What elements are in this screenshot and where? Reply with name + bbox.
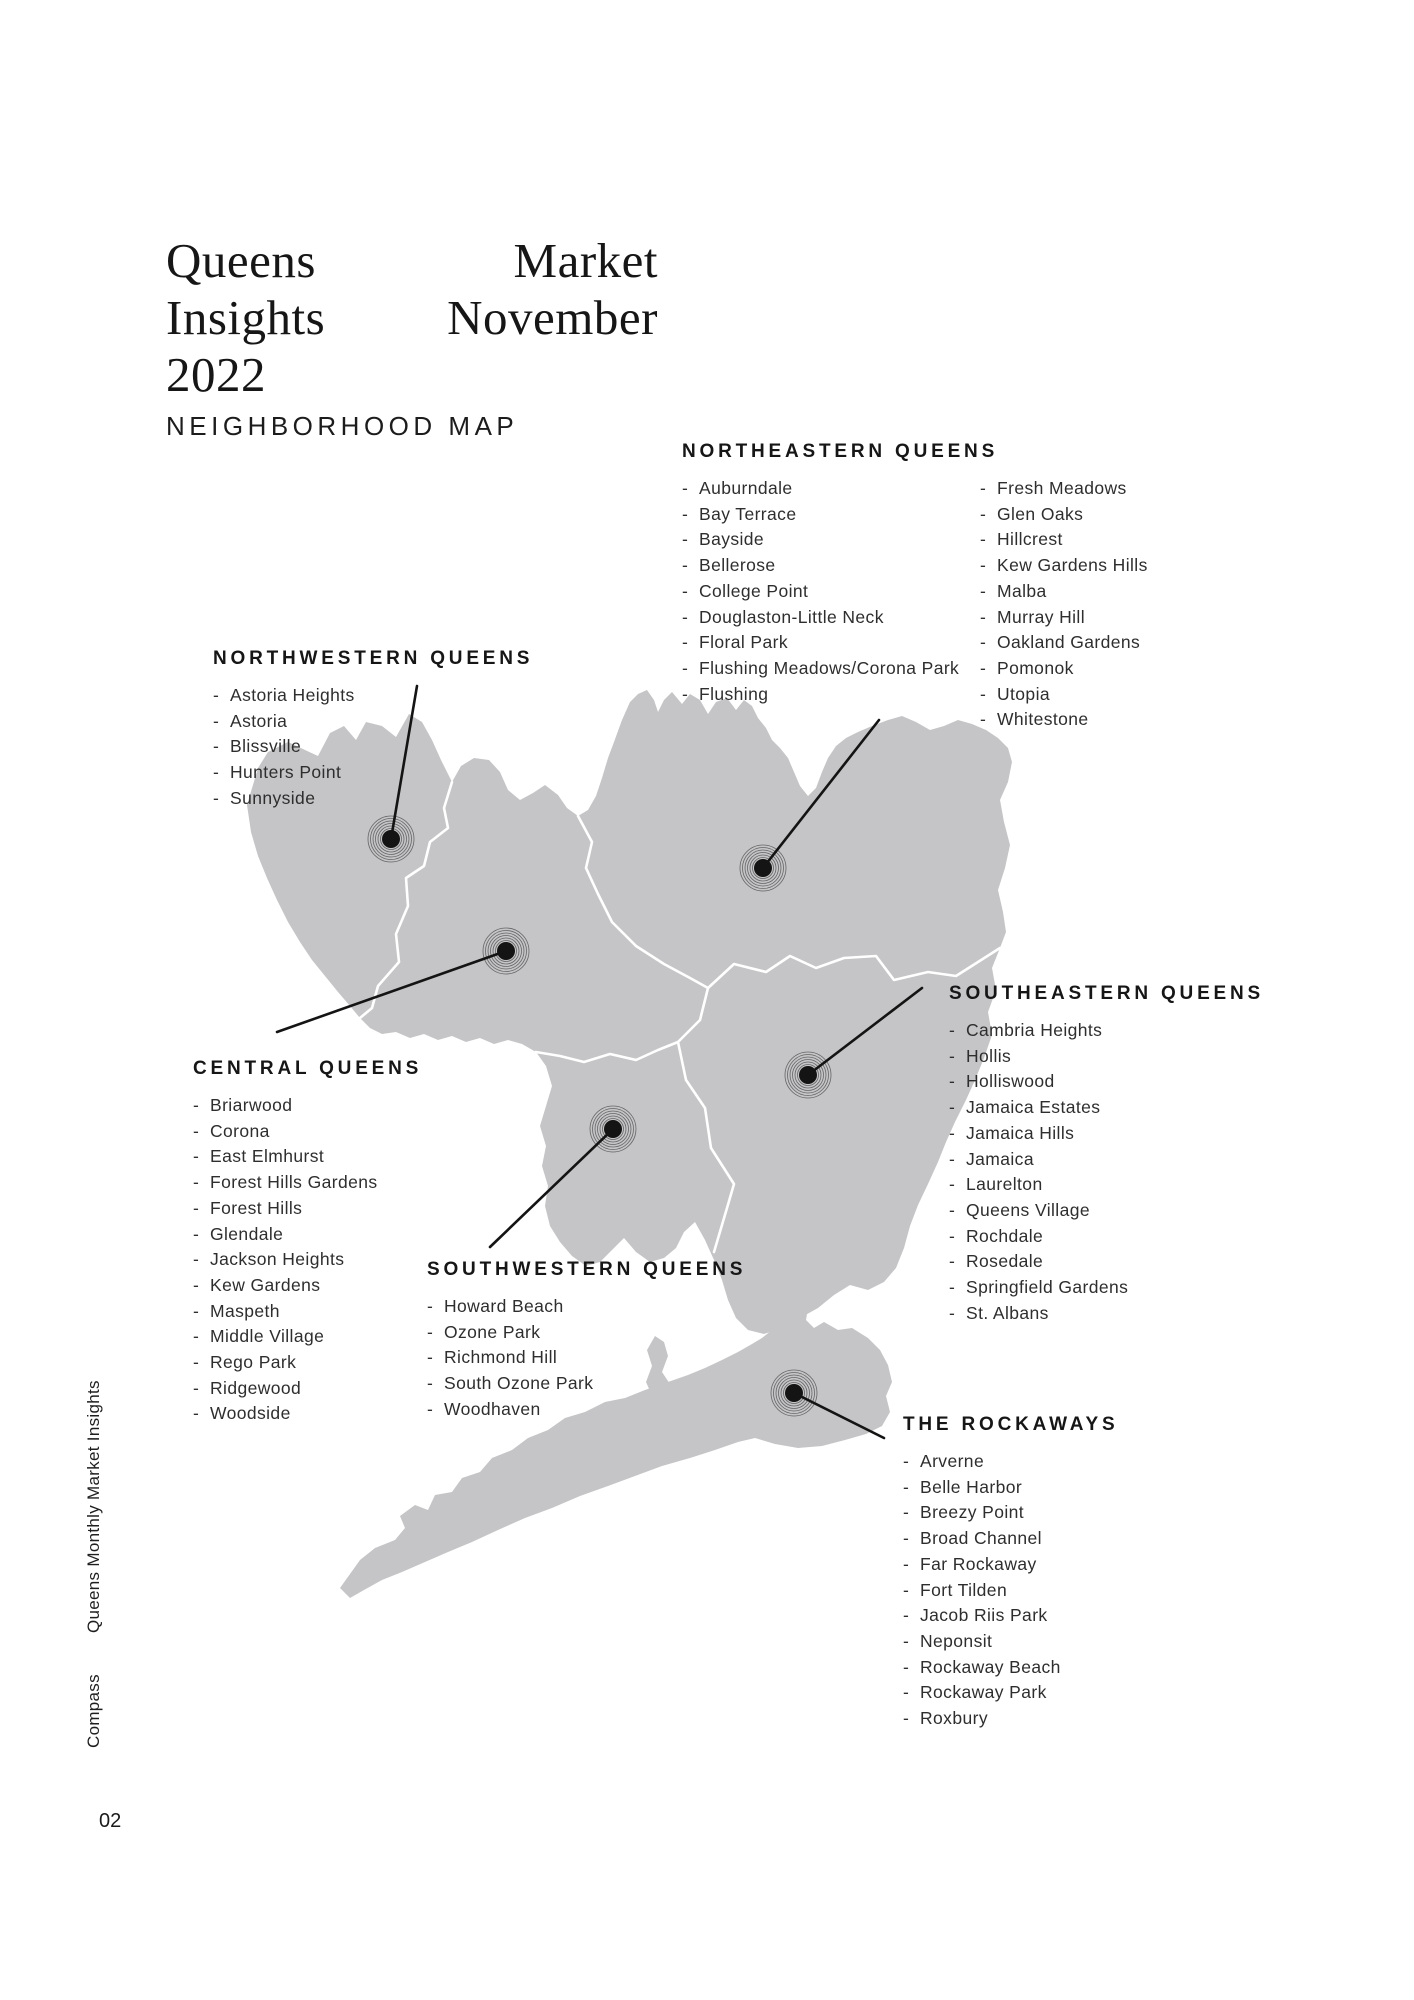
- item-dash: -: [903, 1528, 910, 1549]
- neighborhood-name: Arverne: [920, 1451, 985, 1471]
- neighborhood-item: [980, 682, 1148, 708]
- neighborhood-name: Rochdale: [966, 1225, 1044, 1246]
- item-dash: -: [949, 1251, 956, 1272]
- neighborhood-name: Floral Park: [699, 632, 789, 653]
- neighborhood-name: Forest Hills Gardens: [210, 1172, 378, 1193]
- neighborhood-item: [903, 1655, 1061, 1681]
- region-title: SOUTHEASTERN QUEENS: [949, 983, 1265, 1004]
- neighborhood-name: Kew Gardens: [210, 1274, 321, 1295]
- neighborhood-name: Hollis: [966, 1045, 1012, 1066]
- neighborhood-name: Middle Village: [210, 1326, 325, 1347]
- neighborhood-item: [980, 605, 1148, 631]
- neighborhood-name: Malba: [997, 580, 1047, 601]
- item-dash: -: [903, 1656, 910, 1677]
- neighborhood-item: [682, 682, 980, 708]
- item-dash: -: [980, 683, 987, 704]
- neighborhood-name: Forest Hills: [210, 1197, 303, 1218]
- item-dash: -: [903, 1708, 910, 1729]
- neighborhood-name: Queens Village: [966, 1199, 1090, 1220]
- neighborhood-name: Auburndale: [699, 478, 793, 498]
- item-dash: -: [682, 503, 689, 524]
- item-dash: -: [682, 632, 689, 653]
- neighborhood-name: Douglaston-Little Neck: [699, 606, 884, 627]
- neighborhood-item: [903, 1706, 1061, 1732]
- neighborhood-item: [949, 1069, 1128, 1095]
- neighborhood-item: [949, 1301, 1128, 1327]
- neighborhood-item: [903, 1578, 1061, 1604]
- neighborhood-name: Rosedale: [966, 1251, 1044, 1272]
- neighborhood-item: [903, 1449, 1061, 1475]
- neighborhood-name: East Elmhurst: [210, 1146, 325, 1167]
- item-dash: -: [427, 1321, 434, 1342]
- item-dash: -: [903, 1476, 910, 1497]
- neighborhood-name: Belle Harbor: [920, 1476, 1023, 1497]
- item-dash: -: [682, 683, 689, 704]
- neighborhood-item: [903, 1500, 1061, 1526]
- neighborhood-item: [427, 1294, 593, 1320]
- neighborhood-item: [980, 553, 1148, 579]
- neighborhood-item: [193, 1144, 378, 1170]
- neighborhood-item: [193, 1247, 378, 1273]
- neighborhood-item: [213, 683, 355, 709]
- item-dash: -: [980, 606, 987, 627]
- neighborhood-item: [427, 1345, 593, 1371]
- neighborhood-name: Jacob Riis Park: [920, 1605, 1048, 1626]
- neighborhood-item: [949, 1224, 1128, 1250]
- item-dash: -: [903, 1605, 910, 1626]
- neighborhood-name: Briarwood: [210, 1095, 293, 1115]
- neighborhood-item: [193, 1119, 378, 1145]
- item-dash: -: [949, 1045, 956, 1066]
- neighborhood-item: [193, 1376, 378, 1402]
- neighborhood-item: [193, 1299, 378, 1325]
- item-dash: -: [949, 1148, 956, 1169]
- neighborhood-name: College Point: [699, 580, 809, 601]
- title-line: 2022: [166, 347, 266, 402]
- title-line: November: [447, 290, 658, 345]
- item-dash: -: [193, 1120, 200, 1141]
- neighborhood-name: Hillcrest: [997, 529, 1063, 550]
- neighborhood-item: [682, 527, 980, 553]
- neighborhood-name: Laurelton: [966, 1174, 1043, 1195]
- neighborhood-item: [193, 1196, 378, 1222]
- neighborhood-name: Richmond Hill: [444, 1347, 558, 1368]
- neighborhood-item: [903, 1603, 1061, 1629]
- item-dash: -: [949, 1020, 956, 1040]
- region-title: CENTRAL QUEENS: [193, 1058, 423, 1079]
- neighborhood-item: [213, 709, 355, 735]
- neighborhood-item: [682, 605, 980, 631]
- neighborhood-item: [213, 734, 355, 760]
- item-dash: -: [193, 1249, 200, 1270]
- region-southwestern-queens: [427, 1259, 747, 1423]
- item-dash: -: [193, 1274, 200, 1295]
- page-subtitle: NEIGHBORHOOD MAP: [166, 411, 519, 441]
- title-line: Insights: [166, 290, 326, 345]
- neighborhood-name: Cambria Heights: [966, 1020, 1103, 1040]
- neighborhood-name: Glen Oaks: [997, 503, 1084, 524]
- item-dash: -: [980, 555, 987, 576]
- neighborhood-item: [980, 476, 1148, 502]
- neighborhood-item: [193, 1350, 378, 1376]
- neighborhood-item: [980, 527, 1148, 553]
- neighborhood-name: Neponsit: [920, 1630, 993, 1651]
- item-dash: -: [949, 1225, 956, 1246]
- neighborhood-item: [903, 1680, 1061, 1706]
- neighborhood-item: [427, 1397, 593, 1423]
- neighborhood-list: [193, 1093, 378, 1427]
- item-dash: -: [949, 1174, 956, 1195]
- item-dash: -: [193, 1095, 200, 1115]
- neighborhood-item: [682, 502, 980, 528]
- neighborhood-item: [980, 707, 1148, 733]
- neighborhood-name: Astoria Heights: [230, 685, 355, 705]
- neighborhood-list: [980, 476, 1148, 733]
- item-dash: -: [427, 1347, 434, 1368]
- neighborhood-name: Whitestone: [997, 709, 1089, 730]
- item-dash: -: [949, 1097, 956, 1118]
- region-title: THE ROCKAWAYS: [903, 1414, 1119, 1435]
- neighborhood-item: [949, 1095, 1128, 1121]
- neighborhood-name: Rockaway Park: [920, 1682, 1047, 1703]
- item-dash: -: [903, 1451, 910, 1471]
- neighborhood-item: [949, 1249, 1128, 1275]
- region-southeastern-queens: [949, 983, 1265, 1326]
- item-dash: -: [193, 1223, 200, 1244]
- neighborhood-name: Rockaway Beach: [920, 1656, 1061, 1677]
- neighborhood-item: [193, 1222, 378, 1248]
- item-dash: -: [949, 1302, 956, 1323]
- item-dash: -: [193, 1146, 200, 1167]
- item-dash: -: [980, 709, 987, 730]
- item-dash: -: [213, 710, 220, 731]
- item-dash: -: [427, 1398, 434, 1419]
- item-dash: -: [903, 1553, 910, 1574]
- neighborhood-item: [682, 579, 980, 605]
- neighborhood-name: Fort Tilden: [920, 1579, 1008, 1600]
- region-title: SOUTHWESTERN QUEENS: [427, 1259, 747, 1280]
- title-right-column: [447, 232, 658, 403]
- neighborhood-item: [980, 502, 1148, 528]
- sidebar-report-name: Queens Monthly Market Insights: [84, 1380, 103, 1633]
- item-dash: -: [213, 685, 220, 705]
- neighborhood-list: [427, 1294, 593, 1423]
- title-line: Market: [513, 233, 658, 288]
- neighborhood-list: [949, 1018, 1128, 1326]
- title-line: Queens: [166, 233, 316, 288]
- neighborhood-item: [193, 1273, 378, 1299]
- region-title: NORTHEASTERN QUEENS: [682, 441, 999, 462]
- item-dash: -: [903, 1682, 910, 1703]
- neighborhood-name: Hunters Point: [230, 762, 342, 783]
- neighborhood-item: [193, 1401, 378, 1427]
- region-the-rockaways: [903, 1414, 1203, 1732]
- neighborhood-item: [427, 1371, 593, 1397]
- neighborhood-item: [949, 1121, 1128, 1147]
- report-title: [166, 232, 658, 403]
- neighborhood-list: [682, 476, 980, 733]
- neighborhood-name: Flushing: [699, 683, 769, 704]
- neighborhood-item: [193, 1093, 378, 1119]
- neighborhood-name: Holliswood: [966, 1071, 1055, 1092]
- neighborhood-item: [193, 1170, 378, 1196]
- neighborhood-item: [949, 1275, 1128, 1301]
- neighborhood-item: [980, 630, 1148, 656]
- neighborhood-name: Maspeth: [210, 1300, 280, 1321]
- item-dash: -: [980, 580, 987, 601]
- item-dash: -: [980, 632, 987, 653]
- neighborhood-item: [213, 760, 355, 786]
- sidebar-brand: Compass: [84, 1674, 103, 1748]
- neighborhood-name: Bay Terrace: [699, 503, 797, 524]
- neighborhood-item: [427, 1320, 593, 1346]
- neighborhood-name: South Ozone Park: [444, 1373, 594, 1394]
- item-dash: -: [193, 1403, 200, 1424]
- neighborhood-name: Pomonok: [997, 657, 1074, 678]
- neighborhood-name: Fresh Meadows: [997, 478, 1127, 498]
- neighborhood-name: Roxbury: [920, 1708, 988, 1729]
- item-dash: -: [213, 736, 220, 757]
- neighborhood-list: [213, 683, 355, 812]
- neighborhood-name: Ozone Park: [444, 1321, 541, 1342]
- neighborhood-item: [980, 579, 1148, 605]
- neighborhood-name: Jamaica Hills: [966, 1122, 1075, 1143]
- page-number: 02: [99, 1810, 122, 1832]
- neighborhood-item: [949, 1044, 1128, 1070]
- item-dash: -: [949, 1122, 956, 1143]
- neighborhood-item: [949, 1198, 1128, 1224]
- item-dash: -: [682, 580, 689, 601]
- neighborhood-name: Flushing Meadows/Corona Park: [699, 657, 960, 678]
- neighborhood-item: [682, 630, 980, 656]
- item-dash: -: [980, 657, 987, 678]
- item-dash: -: [980, 529, 987, 550]
- neighborhood-name: Utopia: [997, 683, 1050, 704]
- item-dash: -: [949, 1277, 956, 1298]
- neighborhood-item: [682, 656, 980, 682]
- neighborhood-name: Broad Channel: [920, 1528, 1042, 1549]
- item-dash: -: [682, 657, 689, 678]
- item-dash: -: [193, 1172, 200, 1193]
- item-dash: -: [682, 529, 689, 550]
- neighborhood-name: Murray Hill: [997, 606, 1086, 627]
- title-left-column: [166, 232, 325, 403]
- neighborhood-item: [903, 1552, 1061, 1578]
- item-dash: -: [682, 478, 689, 498]
- region-title: NORTHWESTERN QUEENS: [213, 648, 534, 669]
- neighborhood-item: [193, 1324, 378, 1350]
- neighborhood-name: Blissville: [230, 736, 302, 757]
- neighborhood-name: St. Albans: [966, 1302, 1049, 1323]
- neighborhood-name: Corona: [210, 1120, 270, 1141]
- item-dash: -: [193, 1352, 200, 1373]
- item-dash: -: [213, 762, 220, 783]
- neighborhood-name: Rego Park: [210, 1352, 297, 1373]
- neighborhood-item: [903, 1475, 1061, 1501]
- neighborhood-item: [980, 656, 1148, 682]
- neighborhood-name: Bayside: [699, 529, 765, 550]
- item-dash: -: [193, 1300, 200, 1321]
- item-dash: -: [213, 787, 220, 808]
- neighborhood-name: Kew Gardens Hills: [997, 555, 1148, 576]
- neighborhood-item: [903, 1629, 1061, 1655]
- neighborhood-item: [949, 1018, 1128, 1044]
- neighborhood-name: Jamaica: [966, 1148, 1034, 1169]
- neighborhood-name: Far Rockaway: [920, 1553, 1037, 1574]
- neighborhood-list: [903, 1449, 1061, 1732]
- neighborhood-name: Woodhaven: [444, 1398, 541, 1419]
- neighborhood-item: [949, 1147, 1128, 1173]
- item-dash: -: [949, 1199, 956, 1220]
- item-dash: -: [682, 555, 689, 576]
- item-dash: -: [980, 478, 987, 498]
- neighborhood-name: Astoria: [230, 710, 288, 731]
- neighborhood-name: Ridgewood: [210, 1377, 302, 1398]
- item-dash: -: [427, 1296, 434, 1316]
- neighborhood-item: [213, 786, 355, 812]
- neighborhood-name: Howard Beach: [444, 1296, 564, 1316]
- neighborhood-name: Jamaica Estates: [966, 1097, 1101, 1118]
- item-dash: -: [682, 606, 689, 627]
- item-dash: -: [903, 1579, 910, 1600]
- neighborhood-name: Springfield Gardens: [966, 1277, 1129, 1298]
- neighborhood-name: Jackson Heights: [210, 1249, 345, 1270]
- neighborhood-item: [682, 476, 980, 502]
- item-dash: -: [193, 1326, 200, 1347]
- neighborhood-name: Breezy Point: [920, 1502, 1025, 1523]
- region-northeastern-queens: [682, 441, 1182, 733]
- item-dash: -: [903, 1630, 910, 1651]
- item-dash: -: [427, 1373, 434, 1394]
- item-dash: -: [193, 1197, 200, 1218]
- neighborhood-name: Sunnyside: [230, 787, 316, 808]
- neighborhood-name: Woodside: [210, 1403, 291, 1424]
- item-dash: -: [903, 1502, 910, 1523]
- neighborhood-item: [903, 1526, 1061, 1552]
- item-dash: -: [949, 1071, 956, 1092]
- neighborhood-name: Oakland Gardens: [997, 632, 1141, 653]
- item-dash: -: [980, 503, 987, 524]
- item-dash: -: [193, 1377, 200, 1398]
- region-northwestern-queens: [213, 648, 534, 812]
- neighborhood-name: Glendale: [210, 1223, 284, 1244]
- neighborhood-item: [949, 1172, 1128, 1198]
- neighborhood-item: [682, 553, 980, 579]
- neighborhood-name: Bellerose: [699, 555, 776, 576]
